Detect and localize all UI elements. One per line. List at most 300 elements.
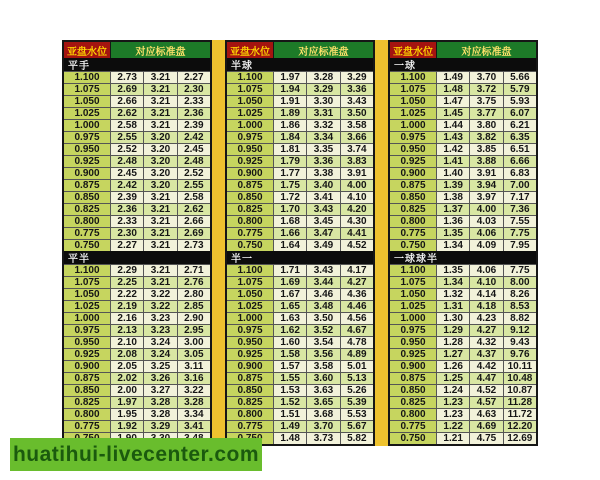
odds-cell: 1.97 [273, 72, 306, 83]
odds-cell: 3.21 [143, 96, 176, 107]
section-title: 平半 [64, 251, 210, 264]
odds-cell: 4.30 [340, 216, 373, 227]
odds-cell: 1.38 [436, 192, 469, 203]
level-cell: 0.775 [390, 421, 436, 432]
level-cell: 0.775 [390, 228, 436, 239]
odds-cell: 4.78 [340, 337, 373, 348]
odds-cell: 7.95 [503, 240, 536, 251]
odds-cell: 7.75 [503, 228, 536, 239]
level-cell: 1.100 [390, 72, 436, 83]
odds-cell: 3.23 [143, 313, 176, 324]
odds-cell: 3.48 [306, 301, 339, 312]
odds-cell: 3.24 [143, 349, 176, 360]
odds-cell: 2.73 [110, 72, 143, 83]
odds-cell: 5.93 [503, 96, 536, 107]
odds-cell: 1.45 [436, 108, 469, 119]
odds-cell: 1.49 [436, 72, 469, 83]
watermark-bar [10, 438, 262, 471]
table-row [390, 336, 536, 348]
table-row [227, 203, 373, 215]
odds-cell: 6.07 [503, 108, 536, 119]
odds-cell: 2.08 [110, 349, 143, 360]
table-row [227, 131, 373, 143]
odds-cell: 1.43 [436, 132, 469, 143]
level-cell: 0.950 [227, 337, 273, 348]
odds-cell: 3.22 [143, 301, 176, 312]
table-row [390, 312, 536, 324]
odds-cell: 3.28 [143, 397, 176, 408]
odds-cell: 6.21 [503, 120, 536, 131]
odds-cell: 7.36 [503, 204, 536, 215]
odds-cell: 1.89 [273, 108, 306, 119]
table-row [227, 83, 373, 95]
level-cell: 1.025 [64, 301, 110, 312]
odds-cell: 1.77 [273, 168, 306, 179]
odds-cell: 1.22 [436, 421, 469, 432]
odds-cell: 2.16 [110, 313, 143, 324]
odds-cell: 2.36 [177, 108, 210, 119]
odds-cell: 7.55 [503, 216, 536, 227]
section-title: 一球球半 [390, 251, 536, 264]
odds-cell: 3.21 [143, 108, 176, 119]
level-cell: 0.900 [64, 361, 110, 372]
odds-cell: 3.21 [143, 72, 176, 83]
level-cell: 0.975 [390, 325, 436, 336]
level-header-cell: 亚盘水位 [390, 42, 436, 58]
table-header-row [227, 42, 373, 58]
table-row [390, 167, 536, 179]
odds-cell: 4.18 [469, 301, 502, 312]
table-row [227, 107, 373, 119]
odds-cell: 3.97 [469, 192, 502, 203]
odds-cell: 3.46 [306, 289, 339, 300]
odds-cell: 1.84 [273, 132, 306, 143]
odds-cell: 3.41 [306, 192, 339, 203]
level-cell: 0.850 [64, 192, 110, 203]
table-row [390, 264, 536, 276]
table-row [390, 71, 536, 83]
table-row [64, 203, 210, 215]
level-cell: 1.025 [390, 301, 436, 312]
odds-cell: 1.32 [436, 289, 469, 300]
odds-cell: 1.36 [436, 216, 469, 227]
odds-cell: 7.75 [503, 265, 536, 276]
level-cell: 0.925 [64, 349, 110, 360]
level-cell: 0.775 [227, 421, 273, 432]
table-row [64, 396, 210, 408]
odds-cell: 1.68 [273, 216, 306, 227]
odds-cell: 5.66 [503, 72, 536, 83]
table-row [64, 384, 210, 396]
level-cell: 0.925 [390, 349, 436, 360]
odds-cell: 3.20 [143, 144, 176, 155]
level-cell: 0.900 [227, 168, 273, 179]
odds-cell: 3.21 [143, 228, 176, 239]
table-row [390, 191, 536, 203]
odds-cell: 2.42 [177, 132, 210, 143]
odds-cell: 3.24 [143, 337, 176, 348]
watermark-text: huatihui-livecenter.com [12, 442, 260, 466]
level-cell: 0.950 [227, 144, 273, 155]
table-row [64, 71, 210, 83]
level-cell: 1.100 [227, 72, 273, 83]
odds-cell: 1.63 [273, 313, 306, 324]
level-cell: 1.100 [227, 265, 273, 276]
odds-cell: 3.66 [340, 132, 373, 143]
table-row [227, 288, 373, 300]
odds-cell: 1.27 [436, 349, 469, 360]
odds-cell: 3.22 [143, 289, 176, 300]
odds-cell: 3.05 [177, 349, 210, 360]
odds-cell: 1.91 [273, 96, 306, 107]
odds-cell: 3.25 [143, 361, 176, 372]
odds-cell: 5.82 [340, 433, 373, 444]
odds-cell: 3.52 [306, 325, 339, 336]
odds-cell: 1.75 [273, 180, 306, 191]
odds-cell: 4.56 [340, 313, 373, 324]
odds-cell: 1.29 [436, 325, 469, 336]
odds-cell: 4.17 [340, 265, 373, 276]
odds-cell: 2.52 [110, 144, 143, 155]
level-cell: 1.050 [390, 96, 436, 107]
table-row [390, 215, 536, 227]
odds-cell: 5.26 [340, 385, 373, 396]
level-cell: 1.000 [64, 120, 110, 131]
odds-cell: 3.00 [177, 337, 210, 348]
odds-cell: 1.37 [436, 204, 469, 215]
table-row [64, 179, 210, 191]
odds-cell: 4.14 [469, 289, 502, 300]
odds-cell: 3.20 [143, 180, 176, 191]
odds-cell: 3.80 [469, 120, 502, 131]
level-header-cell: 亚盘水位 [227, 42, 273, 58]
odds-cell: 4.32 [469, 337, 502, 348]
level-cell: 1.000 [227, 120, 273, 131]
odds-cell: 1.58 [273, 349, 306, 360]
table-row [390, 360, 536, 372]
odds-cell: 1.66 [273, 228, 306, 239]
odds-cell: 4.27 [469, 325, 502, 336]
level-cell: 0.925 [64, 156, 110, 167]
odds-cell: 3.31 [306, 108, 339, 119]
odds-cell: 3.21 [143, 192, 176, 203]
odds-cell: 1.55 [273, 373, 306, 384]
level-cell: 1.075 [390, 84, 436, 95]
level-cell: 0.900 [227, 361, 273, 372]
odds-cell: 8.00 [503, 277, 536, 288]
odds-cell: 3.40 [306, 180, 339, 191]
odds-cell: 3.45 [306, 216, 339, 227]
odds-cell: 8.53 [503, 301, 536, 312]
level-cell: 0.950 [64, 337, 110, 348]
odds-cell: 3.35 [306, 144, 339, 155]
table-header-row [64, 42, 210, 58]
odds-cell: 1.21 [436, 433, 469, 444]
odds-cell: 3.26 [143, 373, 176, 384]
odds-cell: 2.39 [177, 120, 210, 131]
table-row [390, 83, 536, 95]
odds-cell: 3.73 [306, 433, 339, 444]
table-row [390, 396, 536, 408]
level-cell: 0.825 [227, 204, 273, 215]
level-cell: 1.075 [227, 277, 273, 288]
odds-cell: 3.83 [340, 156, 373, 167]
odds-cell: 1.52 [273, 397, 306, 408]
odds-cell: 2.71 [177, 265, 210, 276]
level-cell: 1.050 [227, 289, 273, 300]
odds-cell: 11.72 [503, 409, 536, 420]
level-cell: 1.100 [64, 72, 110, 83]
odds-cell: 3.21 [143, 216, 176, 227]
odds-cell: 3.43 [340, 96, 373, 107]
table-row [390, 119, 536, 131]
odds-cell: 3.43 [306, 204, 339, 215]
table-row [64, 239, 210, 251]
odds-cell: 2.48 [177, 156, 210, 167]
table-row [390, 432, 536, 444]
odds-cell: 2.30 [110, 228, 143, 239]
odds-cell: 5.79 [503, 84, 536, 95]
odds-cell: 2.76 [177, 277, 210, 288]
table-row [227, 384, 373, 396]
odds-cell: 6.51 [503, 144, 536, 155]
odds-cell: 3.70 [469, 72, 502, 83]
odds-cell: 1.94 [273, 84, 306, 95]
odds-cell: 3.16 [177, 373, 210, 384]
odds-cell: 12.20 [503, 421, 536, 432]
odds-cell: 3.44 [306, 277, 339, 288]
odds-cell: 2.10 [110, 337, 143, 348]
odds-cell: 2.80 [177, 289, 210, 300]
level-cell: 0.875 [390, 373, 436, 384]
odds-cell: 3.20 [143, 156, 176, 167]
odds-cell: 5.67 [340, 421, 373, 432]
odds-header-cell: 对应标准盘 [273, 42, 373, 58]
odds-cell: 1.31 [436, 301, 469, 312]
odds-cell: 3.21 [143, 277, 176, 288]
odds-cell: 8.26 [503, 289, 536, 300]
odds-cell: 4.46 [340, 301, 373, 312]
table-row [227, 179, 373, 191]
level-cell: 0.850 [390, 192, 436, 203]
odds-cell: 2.45 [110, 168, 143, 179]
odds-cell: 2.85 [177, 301, 210, 312]
odds-cell: 4.63 [469, 409, 502, 420]
odds-cell: 2.62 [177, 204, 210, 215]
level-cell: 0.800 [64, 409, 110, 420]
odds-cell: 5.01 [340, 361, 373, 372]
table-row [64, 215, 210, 227]
odds-cell: 2.55 [177, 180, 210, 191]
odds-cell: 9.43 [503, 337, 536, 348]
odds-cell: 3.21 [143, 84, 176, 95]
table-row [64, 227, 210, 239]
table-row [390, 143, 536, 155]
odds-cell: 2.05 [110, 361, 143, 372]
odds-cell: 1.48 [436, 84, 469, 95]
level-cell: 1.050 [390, 289, 436, 300]
table-row [390, 276, 536, 288]
table-row [390, 227, 536, 239]
table-row [227, 348, 373, 360]
section-title: 半球 [227, 58, 373, 71]
table-row [64, 324, 210, 336]
odds-cell: 3.21 [143, 204, 176, 215]
odds-cell: 2.27 [110, 240, 143, 251]
odds-cell: 3.47 [306, 228, 339, 239]
odds-cell: 9.12 [503, 325, 536, 336]
odds-cell: 3.56 [306, 349, 339, 360]
table-row [64, 360, 210, 372]
table-row [64, 312, 210, 324]
table-row [227, 155, 373, 167]
odds-cell: 5.53 [340, 409, 373, 420]
odds-cell: 2.25 [110, 277, 143, 288]
level-cell: 0.775 [64, 421, 110, 432]
table-row [227, 324, 373, 336]
odds-cell: 1.48 [273, 433, 306, 444]
table-row [227, 300, 373, 312]
odds-tables [62, 40, 538, 446]
odds-cell: 3.77 [469, 108, 502, 119]
odds-cell: 2.33 [177, 96, 210, 107]
odds-cell: 2.13 [110, 325, 143, 336]
odds-cell: 1.60 [273, 337, 306, 348]
odds-cell: 1.44 [436, 120, 469, 131]
table-row [227, 420, 373, 432]
odds-cell: 2.66 [177, 216, 210, 227]
table-row [227, 360, 373, 372]
table-row [64, 107, 210, 119]
level-cell: 1.025 [227, 301, 273, 312]
odds-cell: 3.70 [306, 421, 339, 432]
odds-cell: 1.49 [273, 421, 306, 432]
odds-cell: 1.53 [273, 385, 306, 396]
odds-header-cell: 对应标准盘 [110, 42, 210, 58]
odds-cell: 2.69 [177, 228, 210, 239]
level-cell: 0.950 [390, 337, 436, 348]
level-cell: 0.875 [227, 373, 273, 384]
level-cell: 0.975 [64, 325, 110, 336]
table-row [390, 324, 536, 336]
level-cell: 0.975 [390, 132, 436, 143]
table-row [227, 95, 373, 107]
odds-cell: 4.67 [340, 325, 373, 336]
table-row [64, 288, 210, 300]
table-row [390, 408, 536, 420]
table-row [390, 179, 536, 191]
odds-cell: 2.45 [177, 144, 210, 155]
odds-cell: 2.55 [110, 132, 143, 143]
odds-cell: 5.13 [340, 373, 373, 384]
odds-cell: 1.28 [436, 337, 469, 348]
odds-cell: 3.50 [306, 313, 339, 324]
odds-cell: 1.51 [273, 409, 306, 420]
odds-cell: 3.58 [340, 120, 373, 131]
odds-cell: 2.39 [110, 192, 143, 203]
table-row [64, 276, 210, 288]
table-row [390, 131, 536, 143]
odds-cell: 3.28 [177, 397, 210, 408]
odds-cell: 4.10 [340, 192, 373, 203]
table-row [64, 336, 210, 348]
odds-cell: 1.40 [436, 168, 469, 179]
odds-cell: 4.52 [340, 240, 373, 251]
odds-cell: 1.95 [110, 409, 143, 420]
level-cell: 1.050 [64, 289, 110, 300]
odds-cell: 4.03 [469, 216, 502, 227]
table-header-row [390, 42, 536, 58]
table-row [64, 83, 210, 95]
table-row [227, 396, 373, 408]
level-cell: 0.975 [227, 325, 273, 336]
odds-cell: 2.62 [110, 108, 143, 119]
odds-cell: 5.39 [340, 397, 373, 408]
table-row [227, 167, 373, 179]
level-cell: 1.000 [390, 120, 436, 131]
level-cell: 1.100 [390, 265, 436, 276]
odds-cell: 4.00 [340, 180, 373, 191]
odds-cell: 2.69 [110, 84, 143, 95]
odds-cell: 1.70 [273, 204, 306, 215]
odds-cell: 3.43 [306, 265, 339, 276]
level-cell: 0.925 [390, 156, 436, 167]
level-cell: 0.800 [390, 216, 436, 227]
level-cell: 0.875 [64, 180, 110, 191]
table-row [64, 131, 210, 143]
odds-cell: 6.66 [503, 156, 536, 167]
odds-cell: 2.27 [177, 72, 210, 83]
level-cell: 0.975 [64, 132, 110, 143]
odds-cell: 1.35 [436, 265, 469, 276]
odds-cell: 2.02 [110, 373, 143, 384]
level-cell: 0.875 [64, 373, 110, 384]
level-cell: 1.000 [64, 313, 110, 324]
table-row [64, 143, 210, 155]
odds-cell: 2.36 [110, 204, 143, 215]
level-cell: 0.750 [390, 433, 436, 444]
table-row [64, 119, 210, 131]
table-row [390, 300, 536, 312]
odds-cell: 2.30 [177, 84, 210, 95]
table-row [227, 143, 373, 155]
odds-cell: 3.20 [143, 132, 176, 143]
odds-cell: 8.82 [503, 313, 536, 324]
odds-cell: 3.29 [143, 421, 176, 432]
odds-cell: 1.42 [436, 144, 469, 155]
section-title: 一球 [390, 58, 536, 71]
odds-cell: 3.88 [469, 156, 502, 167]
odds-cell: 3.36 [340, 84, 373, 95]
odds-cell: 2.52 [177, 168, 210, 179]
odds-cell: 1.97 [110, 397, 143, 408]
odds-cell: 3.75 [469, 96, 502, 107]
level-cell: 0.850 [227, 385, 273, 396]
level-cell: 1.025 [227, 108, 273, 119]
odds-cell: 3.65 [306, 397, 339, 408]
handicap-table [388, 40, 538, 446]
level-cell: 0.850 [227, 192, 273, 203]
odds-cell: 3.34 [177, 409, 210, 420]
odds-cell: 3.54 [306, 337, 339, 348]
odds-cell: 3.85 [469, 144, 502, 155]
level-cell: 0.775 [64, 228, 110, 239]
odds-cell: 2.19 [110, 301, 143, 312]
odds-cell: 3.30 [306, 96, 339, 107]
odds-cell: 1.64 [273, 240, 306, 251]
odds-cell: 1.67 [273, 289, 306, 300]
odds-cell: 4.23 [469, 313, 502, 324]
